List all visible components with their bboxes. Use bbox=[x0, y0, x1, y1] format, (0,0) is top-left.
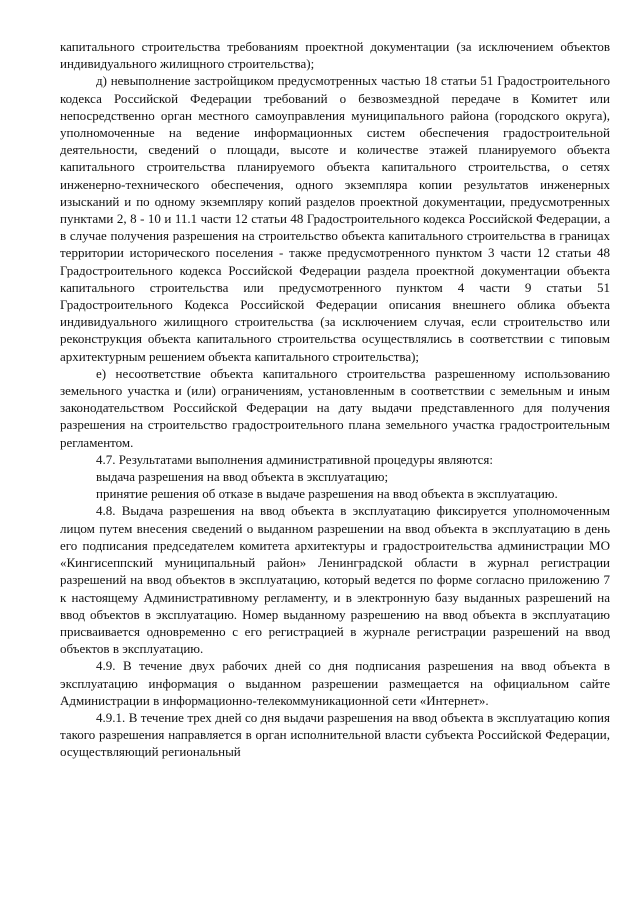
paragraph-4-9: 4.9. В течение двух рабочих дней со дня подписания разрешения на ввод объекта в эксплуатацию информация о выданном разрешении размещается на официальном сайте Администрации в информационно-телекоммуникационной сети «Интернет». bbox=[60, 658, 610, 708]
paragraph-continuation: капитального строительства требованиям проектной документации (за исключением объектов индивидуального жилищного строительства); bbox=[60, 39, 610, 72]
paragraph-item-e: е) несоответствие объекта капитального строительства разрешенному использованию земельного участка и (или) ограничениям, установленным в соответствии с земельным и иным законодательством Российской Федерации на дату выдачи представленного для получения разрешения на строительство градостроительного плана земельного участка градостроительным регламентом. bbox=[60, 365, 610, 450]
paragraph-result-issue: выдача разрешения на ввод объекта в эксплуатацию; bbox=[96, 469, 389, 485]
document-page bbox=[60, 38, 610, 761]
paragraph-4-7: 4.7. Результатами выполнения административной процедуры являются: bbox=[96, 451, 494, 467]
paragraph-item-d: д) невыполнение застройщиком предусмотренных частью 18 статьи 51 Градостроительного кодекса Российской Федерации требований о безвозмездной передаче в Комитет или непосредственно орган местного самоуправления муниципального района (городского округа), уполномоченные на ведение информационных систем обеспечения градостроительной деятельности, сведений о площади, высоте и количестве этажей планируемого объекта капитального строительства планируемого объекта капитального строительства, о сетях инженерно-технического обеспечения, одного экземпляра копии результатов инженерных изысканий и по одному экземпляру копий разделов проектной документации, предусмотренных пунктами 2, 8 - 10 и 11.1 части 12 статьи 48 Градостроительного кодекса Российской Федерации, а в случае получения разрешения на строительство объекта капитального строительства в границах территории исторического поселения - также предусмотренного пунктом 3 части 12 статьи 48 Градостроительного кодекса Российской Федерации раздела проектной документации объекта капитального строительства или предусмотренного пунктом 4 части 9 статьи 51 Градостроительного Кодекса Российской Федерации описания внешнего облика объекта индивидуального жилищного строительства (за исключением случая, если строительство или реконструкция объекта капитального строительства осуществлялись в соответствии с типовым архитектурным решением объекта капитального строительства); bbox=[60, 73, 610, 364]
paragraph-result-refusal: принятие решения об отказе в выдаче разрешения на ввод объекта в эксплуатацию. bbox=[96, 486, 558, 502]
paragraph-4-8: 4.8. Выдача разрешения на ввод объекта в эксплуатацию фиксируется уполномоченным лицом путем внесения сведений о выданном разрешении на ввод объекта в эксплуатацию в день его подписания председателем комитета архитектуры и градостроительства администрации МО «Кингисеппский муниципальный район» Ленинградской области в журнал регистрации разрешений на ввод объектов в эксплуатацию, который ведется по форме согласно приложению 7 к настоящему Административному регламенту, и в электронную базу выданных разрешений на ввод объектов в эксплуатацию. Номер выданному разрешению на ввод объекта в эксплуатацию присваивается одновременно с его регистрацией в журнале регистрации разрешений на ввод объектов в эксплуатацию. bbox=[60, 503, 610, 657]
paragraph-4-9-1: 4.9.1. В течение трех дней со дня выдачи разрешения на ввод объекта в эксплуатацию копия такого разрешения направляется в орган исполнительной власти субъекта Российской Федерации, осуществляющий региональный bbox=[60, 709, 610, 760]
